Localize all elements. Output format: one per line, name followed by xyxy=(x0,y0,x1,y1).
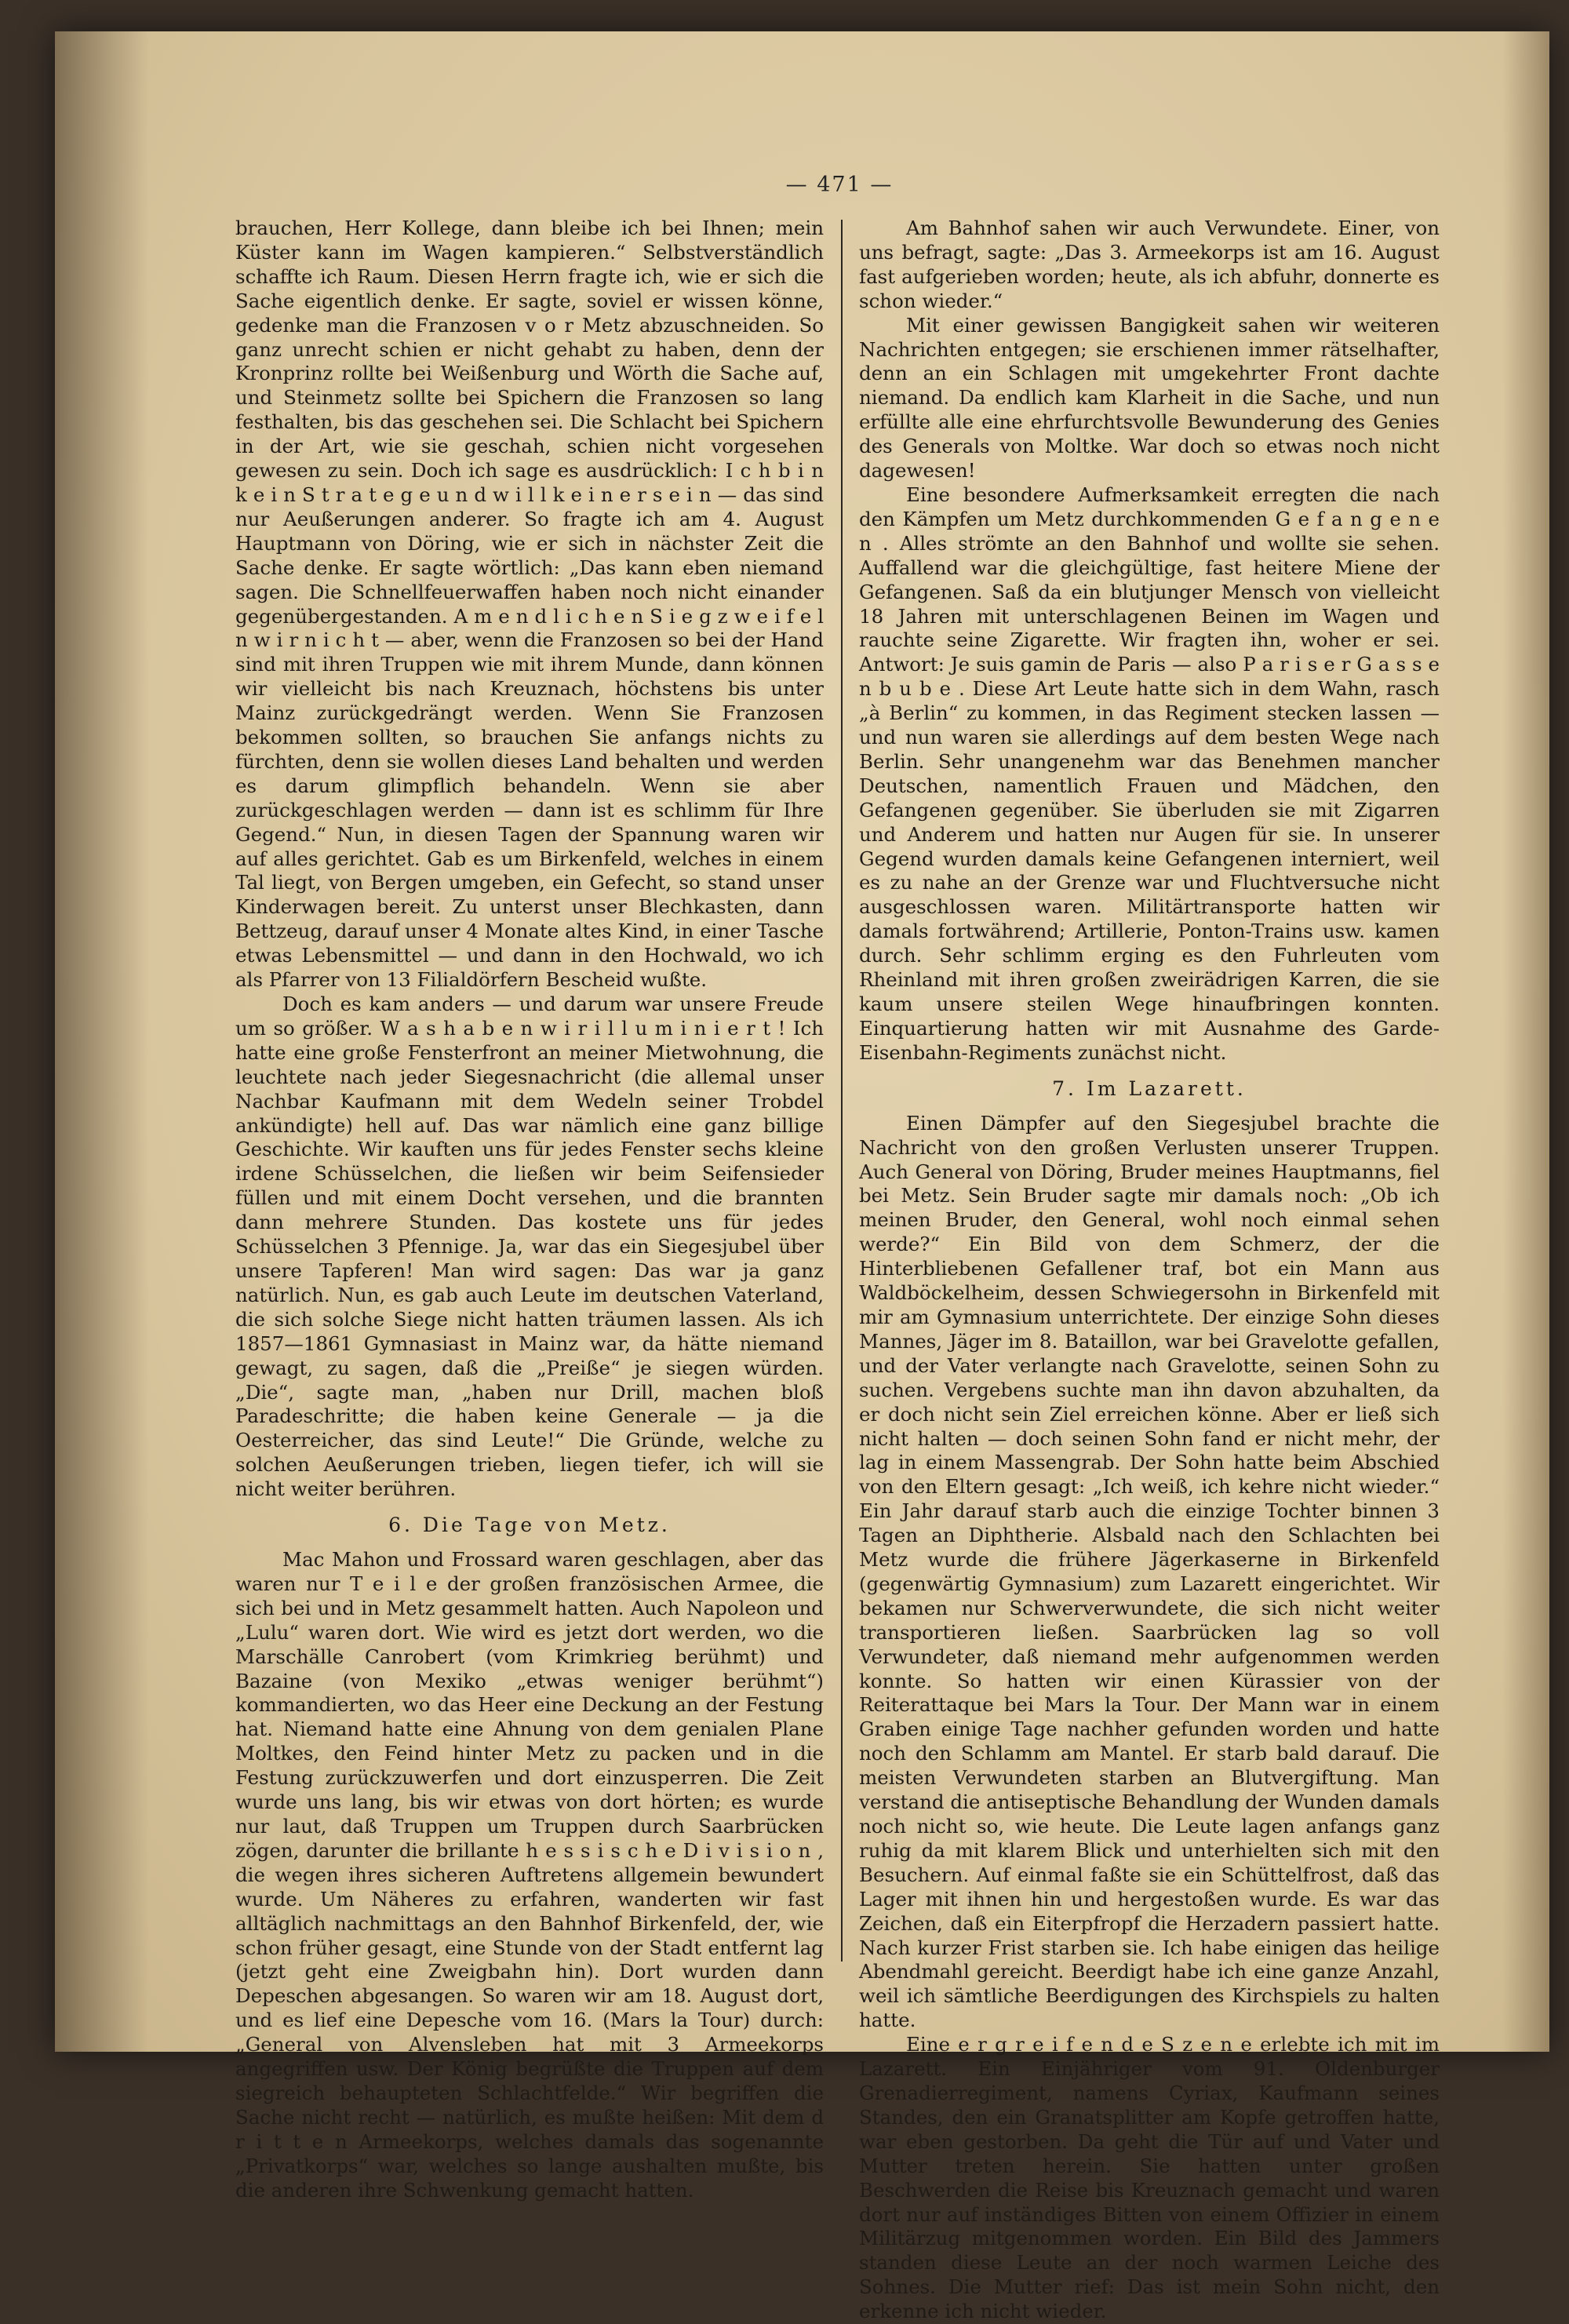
section-heading: 7. Im Lazarett. xyxy=(1052,1076,1247,1100)
column-divider xyxy=(841,220,843,1962)
paragraph: Eine besondere Aufmerksamkeit erregten die nach den Kämpfen um Metz durchkommenden G e f a n g e n e n . Alles strömte an den Bahnhof und wollte sie sehen. Auffallend war die gleichgültige, fast heitere Miene der Gefangenen. Saß da ein blutjunger Mensch von vielleicht 18 Jahren mit unterschlagenen Beinen im Wagen und rauchte seine Zigarette. Wir fragten ihn, woher er sei. Antwort: Je suis gamin de Paris — also P a r i s e r G a s s e n b u b e . Diese Art Leute hatte sich in dem Wahn, rasch „à Berlin“ zu kommen, in das Regiment stecken lassen — und nun waren sie allerdings auf dem besten Wege nach Berlin. Sehr unangenehm war das Benehmen mancher Deutschen, namentlich Frauen und Mädchen, den Gefangenen gegenüber. Sie überluden sie mit Zigarren und Anderem und hatten nur Augen für sie. In unserer Gegend wurden damals keine Gefangenen interniert, weil es zu nahe an der Grenze war und Fluchtversuche nicht ausgeschlossen waren. Militärtransporte hatten wir damals fortwährend; Artillerie, Ponton-Trains usw. kamen durch. Sehr schlimm erging es den Fuhrleuten vom Rheinland mit ihren großen zweirädrigen Karren, die sie kaum unsere steilen Wege hinaufbringen konnten. Einquartierung hatten wir mit Ausnahme des Garde-Eisenbahn-Regiments zunächst nicht. xyxy=(859,483,1440,1064)
page-edge-shadow xyxy=(1502,31,1549,2052)
paragraph: Einen Dämpfer auf den Siegesjubel brachte die Nachricht von den großen Verlusten unserer Truppen. Auch General von Döring, Bruder meines Hauptmanns, fiel bei Metz. Sein Bruder sagte mir damals noch: „Ob ich meinen Bruder, den General, wohl noch einmal sehen werde?“ Ein Bild von dem Schmerz, der die Hinterbliebenen Gefallener traf, bot ein Mann aus Waldböckelheim, dessen Schwiegersohn in Birkenfeld mit mir am Gymnasium unterrichtete. Der einzige Sohn dieses Mannes, Jäger im 8. Bataillon, war bei Gravelotte gefallen, und der Vater verlangte nach Gravelotte, seinen Sohn zu suchen. Vergebens suchte man ihn davon abzuhalten, da er doch nicht sein Ziel erreichen könne. Aber er ließ sich nicht halten — doch seinen Sohn fand er nicht mehr, der lag in einem Massengrab. Der Sohn hatte beim Abschied von den Eltern gesagt: „Ich weiß, ich kehre nicht wieder.“ Ein Jahr darauf starb auch die einzige Tochter binnen 3 Tagen an Diphtherie. Alsbald nach den Schlachten bei Metz wurde die frühere Jägerkaserne in Birkenfeld (gegenwärtig Gymnasium) zum Lazarett eingerichtet. Wir bekamen nur Schwerverwundete, die sich nicht weiter transportieren ließen. Saarbrücken lag so voll Verwundeter, daß niemand mehr aufgenommen werden konnte. So hatten wir einen Kürassier von der Reiterattaque bei Mars la Tour. Der Mann war in einem Graben einige Tage nachher gefunden worden und hatte noch den Schlamm am Mantel. Er starb bald darauf. Die meisten Verwundeten starben an Blutvergiftung. Man verstand die antiseptische Behandlung der Wunden damals noch nicht so, wie heute. Die Leute lagen anfangs ganz ruhig da mit klarem Blick und unterhielten sich mit den Besuchern. Auf einmal faßte sie ein Schüttelfrost, daß das Lager mit ihnen hin und hergestoßen wurde. Es war das Zeichen, daß ein Eiterpfropf die Herzadern passiert hatte. Nach kurzer Frist starben sie. Ich habe einigen das heilige Abendmahl gereicht. Beerdigt habe ich eine ganze Anzahl, weil ich sämtliche Beerdigungen des Kirchspiels zu halten hatte. xyxy=(859,1111,1440,2032)
right-column xyxy=(859,217,1440,2324)
paragraph: brauchen, Herr Kollege, dann bleibe ich bei Ihnen; mein Küster kann im Wagen kampieren.“ Selbstverständlich schaffte ich Raum. Diesen Herrn fragte ich, wie er sich die Sache eigentlich denke. Er sagte, soviel er wissen könne, gedenke man die Franzosen v o r Metz abzuschneiden. So ganz unrecht schien er nicht gehabt zu haben, denn der Kronprinz rollte bei Weißenburg und Wörth die Sache auf, und Steinmetz sollte bei Spichern die Franzosen so lang festhalten, bis das geschehen sei. Die Schlacht bei Spichern in der Art, wie sie geschah, schien nicht vorgesehen gewesen zu sein. Doch ich sage es ausdrücklich: I c h b i n k e i n S t r a t e g e u n d w i l l k e i n e r s e i n — das sind nur Aeußerungen anderer. So fragte ich am 4. August Hauptmann von Döring, wie er sich in nächster Zeit die Sache denke. Er sagte wörtlich: „Das kann eben niemand sagen. Die Schnellfeuerwaffen haben noch nicht einander gegenübergestanden. A m e n d l i c h e n S i e g z w e i f e l n w i r n i c h t — aber, wenn die Franzosen so bei der Hand sind mit ihren Truppen wie mit ihrem Munde, dann können wir vielleicht bis nach Kreuznach, höchstens bis unter Mainz zurückgedrängt werden. Wenn Sie Franzosen bekommen sollten, so brauchen Sie anfangs nichts zu fürchten, denn sie wollen dieses Land behalten und werden es darum glimpflich behandeln. Wenn sie aber zurückgeschlagen werden — dann ist es schlimm für Ihre Gegend.“ Nun, in diesen Tagen der Spannung waren wir auf alles gerichtet. Gab es um Birkenfeld, welches in einem Tal liegt, von Bergen umgeben, ein Gefecht, so stand unser Kinderwagen bereit. Zu unterst unser Blechkasten, dann Bettzeug, darauf unser 4 Monate altes Kind, in einer Tasche etwas Lebensmittel — und dann in den Hochwald, wo ich als Pfarrer von 13 Filialdörfern Bescheid wußte. xyxy=(235,217,824,992)
gutter-shadow xyxy=(55,31,149,2052)
paragraph: Eine e r g r e i f e n d e S z e n e erlebte ich mit im Lazarett. Ein Einjähriger vom 91. Oldenburger Grenadierregiment, namens Cyriax, Kaufmann seines Standes, den ein Granatsplitter am Kopfe getroffen hatte, war eben gestorben. Da geht die Tür auf und Vater und Mutter treten herein. Sie hatten unter großen Beschwerden die Reise bis Kreuznach gemacht und waren dort nur auf inständiges Bitten von einem Offizier in einem Militärzug mitgenommen worden. Ein Bild des Jammers standen diese Leute an der noch warmen Leiche des Sohnes. Die Mutter rief: Das ist mein Sohn nicht, den erkenne ich nicht wieder. xyxy=(859,2033,1440,2323)
page-number: — 471 — xyxy=(785,173,894,197)
section-heading: 6. Die Tage von Metz. xyxy=(388,1514,671,1537)
paragraph: Mac Mahon und Frossard waren geschlagen, aber das waren nur T e i l e der großen französischen Armee, die sich bei und in Metz gesammelt hatten. Auch Napoleon und „Lulu“ waren dort. Wie wird es jetzt dort werden, wo die Marschälle Canrobert (vom Krimkrieg berühmt) und Bazaine (von Mexiko „etwas weniger berühmt“) kommandierten, wo das Heer eine Deckung an der Festung hat. Niemand hatte eine Ahnung von dem genialen Plane Moltkes, den Feind hinter Metz zu packen und in die Festung zurückzuwerfen und dort einzusperren. Die Zeit wurde uns lang, bis wir etwas von dort hörten; es wurde nur laut, daß Truppen um Truppen durch Saarbrücken zögen, darunter die brillante h e s s i s c h e D i v i s i o n , die wegen ihres sicheren Auftretens allgemein bewundert wurde. Um Näheres zu erfahren, wanderten wir fast alltäglich nachmittags an den Bahnhof Birkenfeld, der, wie schon früher gesagt, eine Stunde von der Stadt entfernt lag (jetzt geht eine Zweigbahn hin). Dort wurden dann Depeschen abgesangen. So waren wir am 18. August dort, und es lief eine Depesche vom 16. (Mars la Tour) durch: „General von Alvensleben hat mit 3 Armeekorps angegriffen usw. Der König begrüßte die Truppen auf dem siegreich behaupteten Schlachtfelde.“ Wir begriffen die Sache nicht recht — natürlich, es mußte heißen: Mit dem d r i t t e n Armeekorps, welches damals das sogenannte „Privatkorps“ war, welches so lange aushalten mußte, bis die anderen ihre Schwenkung gemacht hatten. xyxy=(235,1548,824,2202)
left-column xyxy=(235,217,824,2203)
paragraph: Am Bahnhof sahen wir auch Verwundete. Einer, von uns befragt, sagte: „Das 3. Armeekorps ist am 16. August fast aufgerieben worden; heute, als ich abfuhr, donnerte es schon wieder.“ xyxy=(859,217,1440,312)
book-page xyxy=(55,31,1549,2323)
paragraph: Doch es kam anders — und darum war unsere Freude um so größer. W a s h a b e n w i r i l l u m i n i e r t ! Ich hatte eine große Fensterfront an meiner Mietwohnung, die leuchtete nach jeder Siegesnachricht (die allemal unser Nachbar Kaufmann mit dem Wedeln seiner Trobdel ankündigte) hell auf. Das war nämlich eine ganz billige Geschichte. Wir kauften uns für jedes Fenster sechs kleine irdene Schüsselchen, die ließen wir beim Seifensieder füllen und mit einem Docht versehen, und die brannten dann mehrere Stunden. Das kostete uns für jedes Schüsselchen 3 Pfennige. Ja, war das ein Siegesjubel über unsere Tapferen! Man wird sagen: Das war ja ganz natürlich. Nun, es gab auch Leute im deutschen Vaterland, die sich solche Siege nicht hatten träumen lassen. Als ich 1857—1861 Gymnasiast in Mainz war, da hätte niemand gewagt, zu sagen, daß die „Preiße“ je siegen würden. „Die“, sagte man, „haben nur Drill, machen bloß Paradeschritte; die haben keine Generale — ja die Oesterreicher, das sind Leute!“ Die Gründe, welche zu solchen Aeußerungen trieben, liegen tiefer, ich will sie nicht weiter berühren. xyxy=(235,993,824,1501)
paragraph: Mit einer gewissen Bangigkeit sahen wir weiteren Nachrichten entgegen; sie erschienen immer rätselhafter, denn an ein Schlagen mit umgekehrter Front dachte niemand. Da endlich kam Klarheit in die Sache, und nun erfüllte alle eine ehrfurchtsvolle Bewunderung des Genies des Generals von Moltke. War doch so etwas noch nicht dagewesen! xyxy=(859,313,1440,483)
